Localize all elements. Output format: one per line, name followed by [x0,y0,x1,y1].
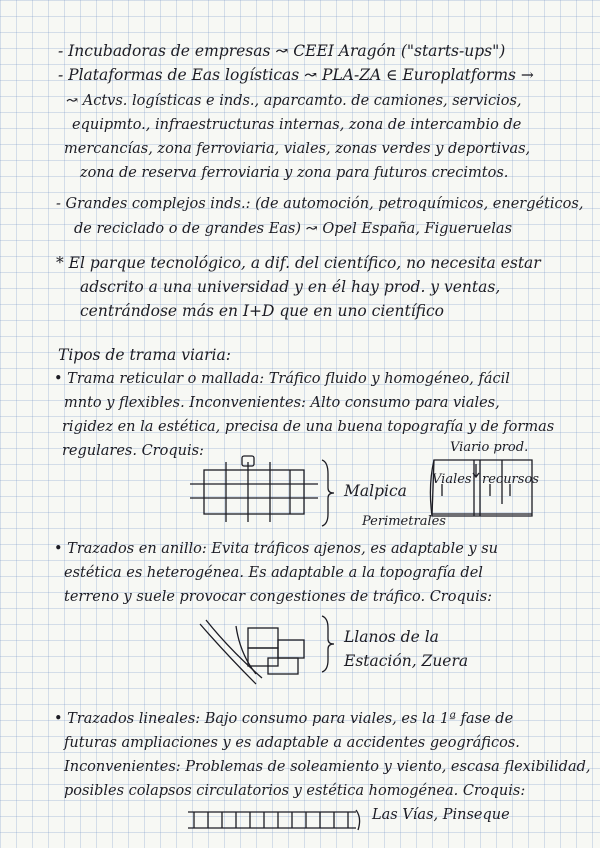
sketch-label-llanos-2: Estación, Zuera [344,652,469,670]
sketch-label-perimetrales: Perimetrales [362,514,446,529]
grid-street-sketch [186,452,336,532]
sketch-label-viario: Viario prod. [450,440,529,455]
note-line: centrándose más en I+D que en uno científico [80,302,445,320]
note-line: ↝ Actvs. logísticas e inds., aparcamto. de camiones, servicios, [66,93,522,109]
sketch-label-malpica: Malpica [344,482,407,500]
sketch-label-llanos-1: Llanos de la [344,628,439,646]
note-line: - Grandes complejos inds.: (de automoción, petroquímicos, energéticos, [56,196,584,212]
linear-street-sketch [186,806,362,834]
note-line: equipmto., infraestructuras internas, zona de intercambio de [72,117,522,133]
sketch-label-recursos: recursos [482,472,539,487]
note-line: adscrito a una universidad y en él hay prod. y ventas, [80,278,501,296]
section-heading: Tipos de trama viaria: [58,346,231,364]
note-line: estética es heterogénea. Es adaptable a la topografía del [64,565,483,581]
note-line: futuras ampliaciones y es adaptable a accidentes geográficos. [64,735,520,751]
brace-mark [318,458,336,528]
note-line: zona de reserva ferroviaria y zona para futuros crecimtos. [80,165,509,181]
note-line: • Trazados lineales: Bajo consumo para viales, es la 1ª fase de [54,711,514,727]
note-line: • Trazados en anillo: Evita tráficos ajenos, es adaptable y su [54,541,498,557]
note-line: mnto y flexibles. Inconvenientes: Alto consumo para viales, [64,395,500,411]
brace-mark [318,614,336,674]
note-line: • Trama reticular o mallada: Tráfico fluido y homogéneo, fácil [54,371,510,387]
note-line: terreno y suele provocar congestiones de tráfico. Croquis: [64,589,493,605]
note-line: mercancías, zona ferroviaria, viales, zonas verdes y deportivas, [64,141,531,157]
note-line: - Plataformas de Eas logísticas ↝ PLA-ZA ∈ Europlatforms → [58,66,534,84]
note-line: rigidez en la estética, precisa de una buena topografía y de formas [62,419,555,435]
note-line: de reciclado o de grandes Eas) ↝ Opel España, Figueruelas [74,221,513,237]
note-line: * El parque tecnológico, a dif. del científico, no necesita estar [56,254,541,272]
note-line: regulares. Croquis: [62,443,204,459]
note-line: - Incubadoras de empresas ↝ CEEI Aragón ("starts-ups") [58,42,506,60]
sketch-label-viales: Viales [432,472,472,487]
note-line: Inconvenientes: Problemas de soleamiento y viento, escasa flexibilidad, [64,759,591,775]
note-line: posibles colapsos circulatorios y estética homogénea. Croquis: [64,783,526,799]
ring-street-sketch [196,614,326,692]
sketch-label-las-vias: Las Vías, Pinseque [372,807,510,823]
